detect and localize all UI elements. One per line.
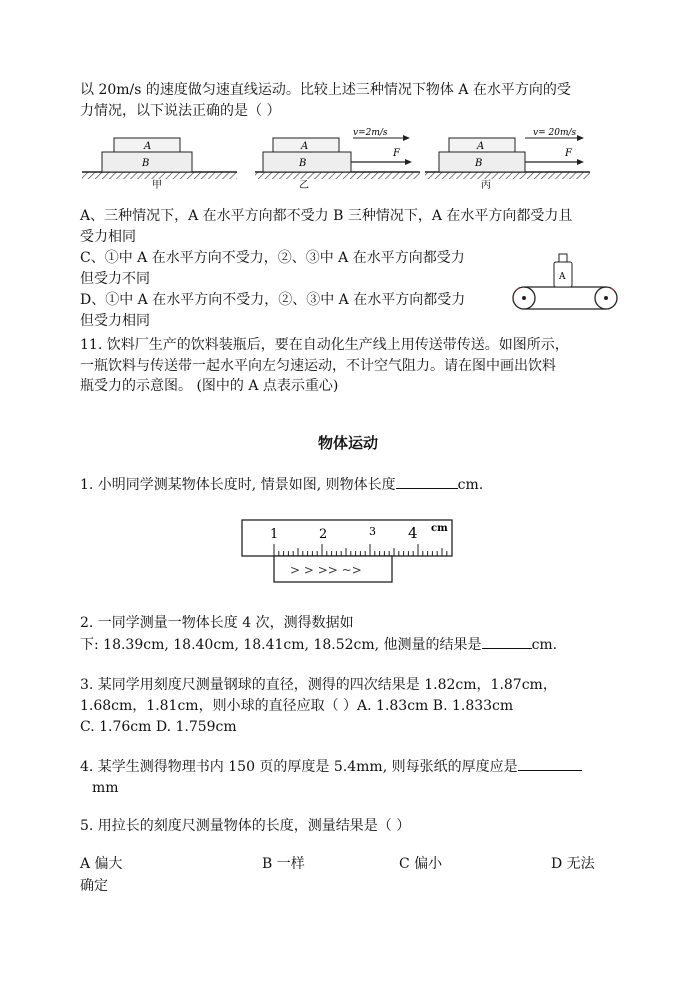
q5-option-a: A 偏大 xyxy=(80,856,123,872)
caption-yi: 乙 xyxy=(299,180,309,190)
q11-line1: 11. 饮料厂生产的饮料装瓶后，要在自动化生产线上用传送带传送。如图所示， xyxy=(80,337,569,353)
q5-line3: 确定 xyxy=(80,878,108,894)
q2-unit: cm. xyxy=(531,637,558,653)
q10-option-b-cont: 受力相同 xyxy=(80,229,136,245)
q10-line2: 力情况，以下说法正确的是（ ） xyxy=(80,103,281,119)
label-a: A xyxy=(144,141,152,152)
q1-unit: cm. xyxy=(457,477,484,493)
figure-bing xyxy=(425,125,590,190)
q10-line1: 以 20m/s 的速度做匀速直线运动。比较上述三种情况下物体 A 在水平方向的受 xyxy=(80,82,571,98)
answer-blank[interactable] xyxy=(518,756,582,771)
figure-jia xyxy=(82,128,237,190)
q11-line3: 瓶受力的示意图。 (图中的 A 点表示重心) xyxy=(80,378,339,394)
q5-option-c: C 偏小 xyxy=(399,856,443,872)
ruler-unit: cm xyxy=(431,523,448,534)
label-b: B xyxy=(142,158,150,169)
q10-option-d-cont: 但受力相同 xyxy=(80,313,150,329)
q4-line1 xyxy=(80,756,582,777)
q2-line1: 2. 一同学测量一物体长度 4 次，测得数据如 xyxy=(80,615,354,631)
conveyor-figure xyxy=(510,250,620,316)
ruler-tick-label: 4 xyxy=(408,524,418,542)
caption-bing: 丙 xyxy=(481,180,491,190)
speed-label: v=2m/s xyxy=(353,128,388,138)
force-label: F xyxy=(393,148,400,159)
label-b: B xyxy=(299,158,307,169)
q10-option-d: D、①中 A 在水平方向不受力，②、③中 A 在水平方向都受力 xyxy=(80,292,466,308)
q2-line2 xyxy=(80,634,557,655)
q4-text: 4. 某学生测得物理书内 150 页的厚度是 5.4mm, 则每张纸的厚度应是 xyxy=(80,759,518,775)
label-a: A xyxy=(477,141,485,152)
section-title: 物体运动 xyxy=(317,434,378,452)
q10-option-c: C、①中 A 在水平方向不受力，②、③中 A 在水平方向都受力 xyxy=(80,250,465,266)
q2-text: 下: 18.39cm, 18.40cm, 18.41cm, 18.52cm, 他测量的结果是 xyxy=(80,637,482,653)
speed-label: v= 20m/s xyxy=(533,128,577,138)
ruler-tick-label: 2 xyxy=(319,527,328,542)
figure-yi xyxy=(255,125,420,190)
q1-line xyxy=(80,474,483,495)
answer-blank[interactable] xyxy=(482,634,532,649)
ruler-tick-label: 3 xyxy=(369,525,376,538)
ground-hatch xyxy=(425,172,590,179)
q3-line2: 1.68cm，1.81cm，则小球的直径应取（ ）A. 1.83cm B. 1.833cm xyxy=(80,698,514,714)
label-b: B xyxy=(475,158,483,169)
q5-option-d: D 无法 xyxy=(551,856,595,872)
q3-line3: C. 1.76cm D. 1.759cm xyxy=(80,719,237,735)
block-b xyxy=(263,152,351,172)
q10-option-ab: A、三种情况下，A 在水平方向都不受力 B 三种情况下，A 在水平方向都受力且 xyxy=(80,208,573,224)
q3-line1: 3. 某同学用刻度尺测量钢球的直径，测得的四次结果是 1.82cm，1.87cm， xyxy=(80,677,557,693)
bottle-label: A xyxy=(559,272,566,282)
q5-line1: 5. 用拉长的刻度尺测量物体的长度，测量结果是（ ） xyxy=(80,818,411,834)
q11-line2: 一瓶饮料与传送带一起水平向左匀速运动，不计空气阻力。请在图中画出饮料 xyxy=(80,358,556,374)
ruler-figure xyxy=(240,512,455,588)
label-a: A xyxy=(301,141,309,152)
q5-option-b: B 一样 xyxy=(262,856,305,872)
force-label: F xyxy=(565,148,572,159)
ruler-tick-label: 1 xyxy=(270,527,279,542)
ground-hatch xyxy=(255,172,420,179)
bottle-cap xyxy=(559,254,567,262)
q4-unit: mm xyxy=(92,780,119,796)
caption-jia: 甲 xyxy=(152,180,162,190)
ground-hatch xyxy=(82,172,237,179)
q1-text: 1. 小明同学测某物体长度时, 情景如图, 则物体长度 xyxy=(80,477,396,493)
object-marks: > > >> ~> xyxy=(290,563,362,577)
q10-option-c-cont: 但受力不同 xyxy=(80,271,150,287)
answer-blank[interactable] xyxy=(396,474,458,489)
